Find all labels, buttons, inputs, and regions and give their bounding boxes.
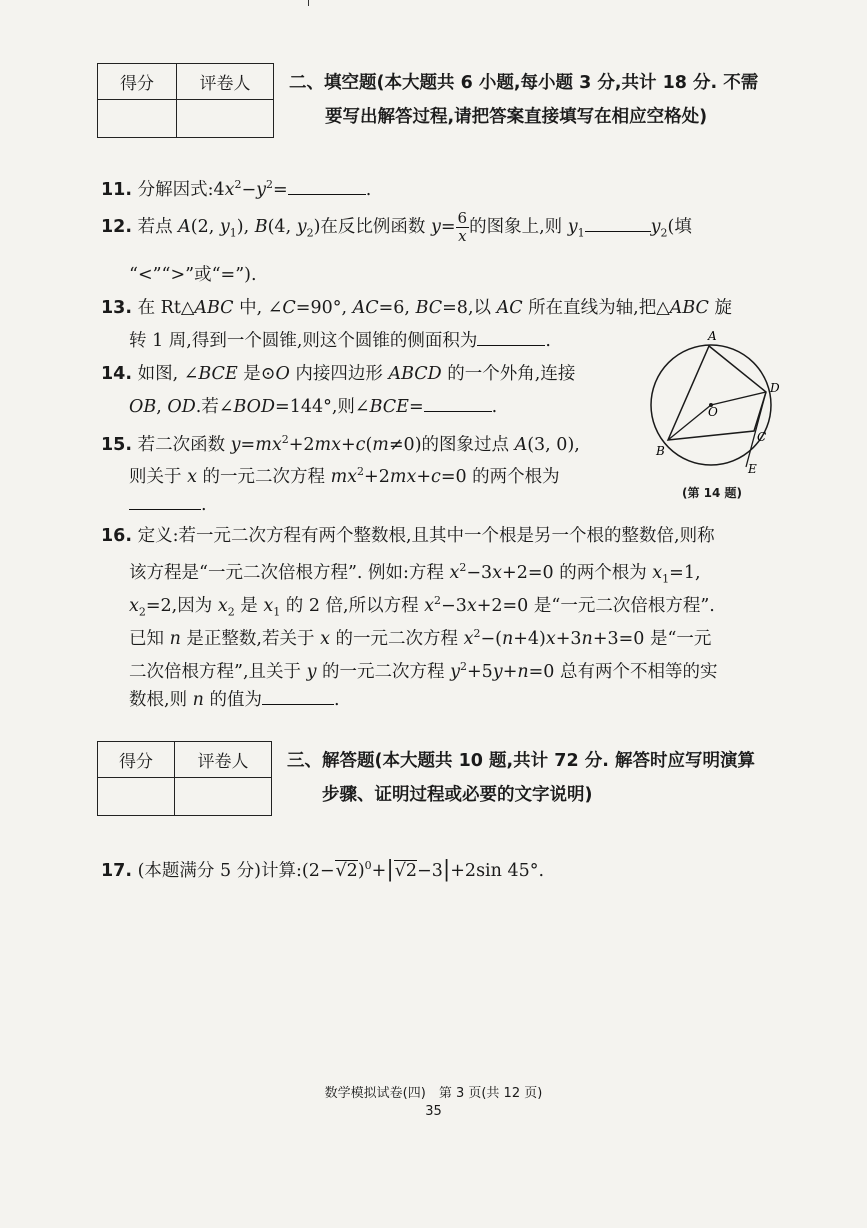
question-12: 12. 若点 A(2, $y_1$), B(4, $y_2$)在反比例函数 y= $\frac{6}{x}$ 的图象上,则 $y_1$ $y_2$(填 <box>101 209 692 245</box>
figure-caption: (第 14 题) <box>682 486 743 500</box>
question-15-line2: 则关于 x 的一元二次方程 $mx^2+2mx+c=0$ 的两个根为 <box>129 465 560 487</box>
answer-blank[interactable] <box>424 393 492 412</box>
question-number: 14. <box>101 364 133 384</box>
question-number: 15. <box>101 434 133 455</box>
question-15: 15. 若二次函数 $y=mx^2+2mx+c(m\ne 0)$的图象过点 A(3, 0), <box>101 433 580 455</box>
answer-blank[interactable] <box>262 686 334 705</box>
answer-blank[interactable] <box>585 213 651 232</box>
question-number: 16. <box>101 526 133 546</box>
segment-od <box>711 392 766 405</box>
question-16-line5: 二次倍根方程”,且关于 y 的一元二次方程 $y^2+5y+n=0$ 总有两个不相等的实 <box>129 660 718 682</box>
label-c: C <box>757 430 767 444</box>
question-15-line3: . <box>129 488 207 522</box>
label-a: A <box>708 329 717 343</box>
grader-cell[interactable] <box>177 100 274 138</box>
score-cell[interactable] <box>98 100 177 138</box>
grader-label: 评卷人 <box>175 742 272 778</box>
question-number: 17. <box>101 860 133 881</box>
question-16-line3: $x_2=2$,因为 $x_2$ 是 $x_1$ 的 2 倍,所以方程 $x^2-3x+2=0$ 是“一元二次倍根方程”. <box>129 594 715 619</box>
score-box-section2 <box>97 63 274 138</box>
section2-title-line1: 二、填空题(本大题共 6 小题,每小题 3 分,共计 18 分. 不需 <box>289 73 759 93</box>
grader-label: 评卷人 <box>177 64 274 100</box>
question-number: 11. <box>101 179 133 200</box>
grader-cell[interactable] <box>175 778 272 816</box>
question-number: 12. <box>101 217 133 237</box>
question-16-line4: 已知 n 是正整数,若关于 x 的一元二次方程 $x^2-(n+4)x+3n+3=0$ 是“一元 <box>129 627 712 649</box>
question-14: 14. 如图, ∠BCE 是⊙O 内接四边形 ABCD 的一个外角,连接 <box>101 364 576 384</box>
score-label: 得分 <box>98 742 175 778</box>
figure-q14 <box>648 322 788 482</box>
question-14-line2: OB, OD.若∠BOD=144°,则∠BCE= . <box>129 390 497 424</box>
section3-title-line2: 步骤、证明过程或必要的文字说明) <box>322 785 593 805</box>
score-cell[interactable] <box>98 778 175 816</box>
question-12-line2: “<”“>”或“=”). <box>129 265 257 285</box>
footer-title: 数学模拟试卷(四) 第 3 页(共 12 页) <box>324 1086 543 1101</box>
question-13-line2: 转 1 周,得到一个圆锥,则这个圆锥的侧面积为 . <box>129 324 551 358</box>
label-b: B <box>656 444 665 458</box>
top-crop-mark <box>308 0 309 6</box>
score-label: 得分 <box>98 64 177 100</box>
question-11: 11. 分解因式$:4x^2-y^2=$ . <box>101 168 371 207</box>
section2-title-line2: 要写出解答过程,请把答案直接填写在相应空格处) <box>325 107 708 127</box>
label-o: O <box>708 405 718 419</box>
question-number: 13. <box>101 298 133 318</box>
question-16-line6: 数根,则 n 的值为 . <box>129 683 340 717</box>
answer-blank[interactable] <box>129 491 201 510</box>
page-number: 35 <box>425 1104 442 1119</box>
segment-ob <box>668 405 711 440</box>
answer-blank[interactable] <box>288 176 366 195</box>
score-box-section3 <box>97 741 272 816</box>
question-13: 13. 在 Rt△ABC 中, ∠C=90°, AC=6, BC=8,以 AC 所在直线为轴,把△ABC 旋 <box>101 298 732 318</box>
label-d: D <box>770 381 780 395</box>
section3-title-line1: 三、解答题(本大题共 10 题,共计 72 分. 解答时应写明演算 <box>287 751 755 771</box>
answer-blank[interactable] <box>477 327 545 346</box>
question-16-line2: 该方程是“一元二次倍根方程”. 例如:方程 $x^2-3x+2=0$ 的两个根为 $x_1=1$, <box>129 561 701 586</box>
label-e: E <box>748 462 757 476</box>
question-17: 17. (本题满分 5 分)计算$:(2-√2)^0+|√2-3|+2\sin$ 45°. <box>101 856 545 882</box>
fraction: $\frac{6}{x}$ <box>457 209 468 245</box>
question-16: 16. 定义:若一元二次方程有两个整数根,且其中一个根是另一个根的整数倍,则称 <box>101 526 715 546</box>
